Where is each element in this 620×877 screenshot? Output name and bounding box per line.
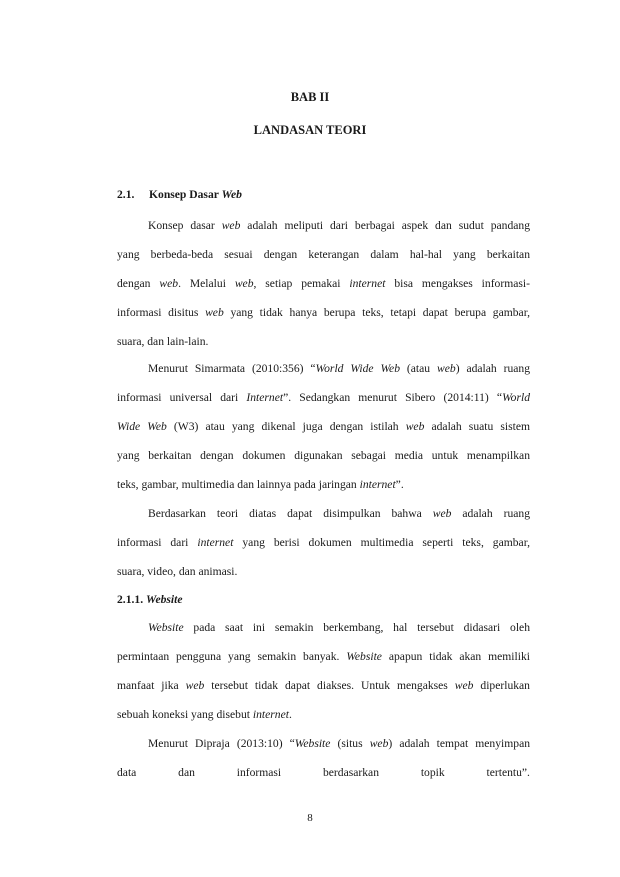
chapter-heading: BAB II	[290, 90, 330, 104]
paragraph-line: informasi universal dari Internet”. Sedangkan menurut Sibero (2014:11) “World	[117, 391, 530, 404]
paragraph-line: yang berbeda-beda sesuai dengan keterangan dalam hal-hal yang berkaitan	[117, 248, 530, 261]
paragraph-line: suara, video, dan animasi.	[117, 565, 238, 578]
paragraph-line: teks, gambar, multimedia dan lainnya pada jaringan internet”.	[117, 478, 404, 491]
paragraph-line: informasi disitus web yang tidak hanya berupa teks, tetapi dapat berupa gambar,	[117, 306, 530, 319]
paragraph-line: Menurut Simarmata (2010:356) “World Wide Web (atau web) adalah ruang	[148, 362, 531, 375]
paragraph-line: yang berkaitan dengan dokumen digunakan sebagai media untuk menampilkan	[117, 449, 530, 462]
paragraph-line: Konsep dasar web adalah meliputi dari berbagai aspek dan sudut pandang	[148, 219, 530, 232]
section-number: 2.1.1.	[117, 593, 144, 606]
paragraph-line: manfaat jika web tersebut tidak dapat diakses. Untuk mengakses web diperlukan	[117, 679, 530, 692]
section-title: Konsep Dasar	[149, 188, 222, 201]
paragraph-line: Wide Web (W3) atau yang dikenal juga dengan istilah web adalah suatu sistem	[117, 420, 530, 433]
paragraph-line: suara, dan lain-lain.	[117, 335, 209, 348]
paragraph-line: informasi dari internet yang berisi dokumen multimedia seperti teks, gambar,	[117, 536, 530, 549]
section-number: 2.1.	[117, 188, 135, 201]
paragraph-line: Berdasarkan teori diatas dapat disimpulkan bahwa web adalah ruang	[148, 507, 530, 520]
chapter-title: LANDASAN TEORI	[253, 123, 367, 137]
section-title-italic: Website	[146, 593, 183, 606]
section-title-italic: Web	[221, 188, 242, 201]
paragraph-line: Menurut Dipraja (2013:10) “Website (situs web) adalah tempat menyimpan	[148, 737, 531, 750]
paragraph-line: dengan web. Melalui web, setiap pemakai internet bisa mengakses informasi-	[117, 277, 530, 290]
paragraph-line: permintaan pengguna yang semakin banyak. Website apapun tidak akan memiliki	[117, 650, 530, 663]
section-heading-2-1	[117, 187, 242, 203]
section-heading-2-1-1	[117, 592, 183, 608]
page-number: 8	[307, 812, 313, 824]
paragraph-line: data dan informasi berdasarkan topik tertentu”.	[117, 766, 530, 779]
paragraph-line: sebuah koneksi yang disebut internet.	[117, 708, 292, 721]
paragraph-line: Website pada saat ini semakin berkembang, hal tersebut didasari oleh	[148, 621, 530, 634]
